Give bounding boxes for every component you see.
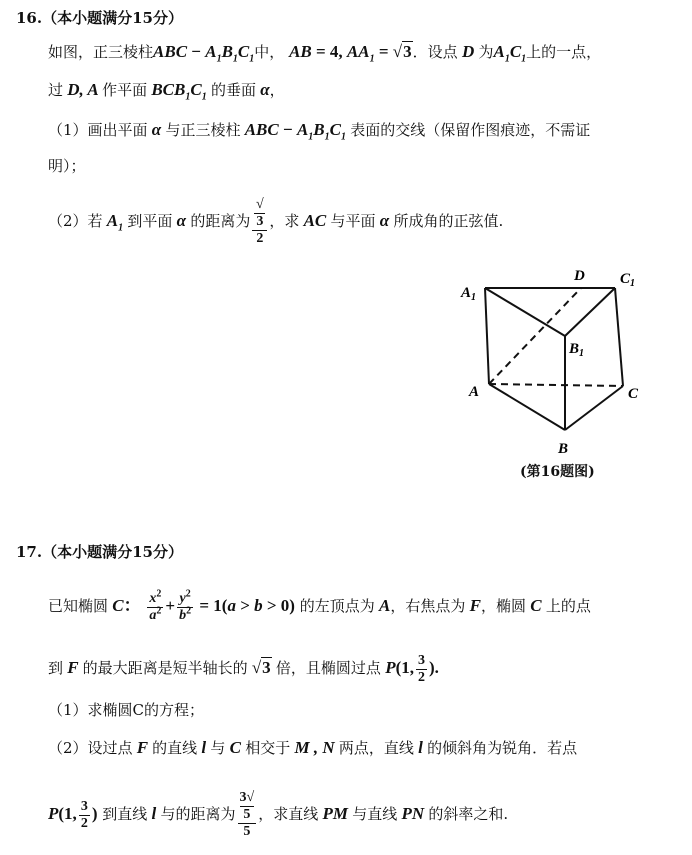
problem-16-q1: （1）画出平面 α 与正三棱柱 ABC − $A_1B_1C_1$ 表面的交线（保留作图痕迹，不需证	[48, 120, 591, 143]
fraction-3-over-2-b: $\frac{3}{2}$	[80, 798, 88, 831]
edge-c-b	[565, 386, 623, 430]
label-b1: $B_1$	[569, 341, 585, 359]
edge-c1-b1	[565, 288, 615, 336]
label-a: A	[469, 384, 480, 400]
edge-a1-a	[485, 288, 489, 384]
fraction-3sqrt5-over-5: 3√ 5 5	[239, 790, 255, 839]
edge-c1-c	[615, 288, 623, 386]
problem-17-line2: 到 F 的最大距离是短半轴长的 √3 倍，且椭圆过点 P(1, $\frac{3}{2}$ ).	[48, 652, 439, 685]
problem-16-q1-cont: 明）；	[48, 157, 86, 175]
label-c: C	[628, 386, 639, 402]
label-b: B	[558, 441, 569, 457]
problem-16-line2: 过 D, A 作平面 $BCB_1C_1$ 的垂面 α，	[48, 80, 285, 103]
label-a1: $A_1$	[461, 285, 477, 303]
edge-a-b	[489, 384, 565, 430]
problem-16-q2: （2）若 $A_1$ 到平面 α 的距离为 √ 3 2 ，求 AC 与平面 α 所成角的正弦值.	[48, 197, 504, 246]
fraction-y2-b2: $\frac{y^2}{b^2}$	[179, 587, 192, 623]
label-d: D	[574, 268, 585, 284]
problem-17-line1: 已知椭圆 C： $\frac{x^2}{a^2}$ + $\frac{y^2}{b^2}$ = 1(a > b > 0) 的左顶点为 A，右焦点为 F，椭圆 C 上的点	[48, 587, 591, 623]
label-c1: $C_1$	[620, 271, 636, 289]
problem-16-intro: 如图，正三棱柱ABC − $A_1B_1C_1$中， AB = 4, $AA_1 = √3$．设点 D 为$A_1C_1$上的一点，	[48, 42, 602, 65]
prism-figure	[455, 262, 655, 462]
problem-17-q2: （2）设过点 F 的直线 l 与 C 相交于 M , N 两点，直线 l 的倾斜角为锐角．若点	[48, 738, 578, 757]
fraction-sqrt3-over-2: √ 3 2	[252, 197, 267, 247]
fraction-3-over-2: $\frac{3}{2}$	[418, 652, 425, 685]
edge-a-c-hidden	[489, 384, 623, 386]
fraction-x2-a2: $\frac{x^2}{a^2}$	[149, 587, 162, 623]
problem-16-header: 16.（本小题满分15分）	[16, 9, 183, 27]
edge-a1-b1	[485, 288, 565, 336]
figure-caption: (第16题图)	[520, 464, 595, 480]
problem-17-header: 17.（本小题满分15分）	[16, 543, 183, 561]
segment-a-d-hidden	[489, 288, 581, 384]
problem-17-q1: （1）求椭圆C的方程；	[48, 701, 205, 719]
problem-17-q2-cont: P(1, $\frac{3}{2}$ ) 到直线 l 与的距离为 3√ 5 5 ，求直线 PM 与直线 PN 的斜率之和.	[48, 790, 509, 839]
